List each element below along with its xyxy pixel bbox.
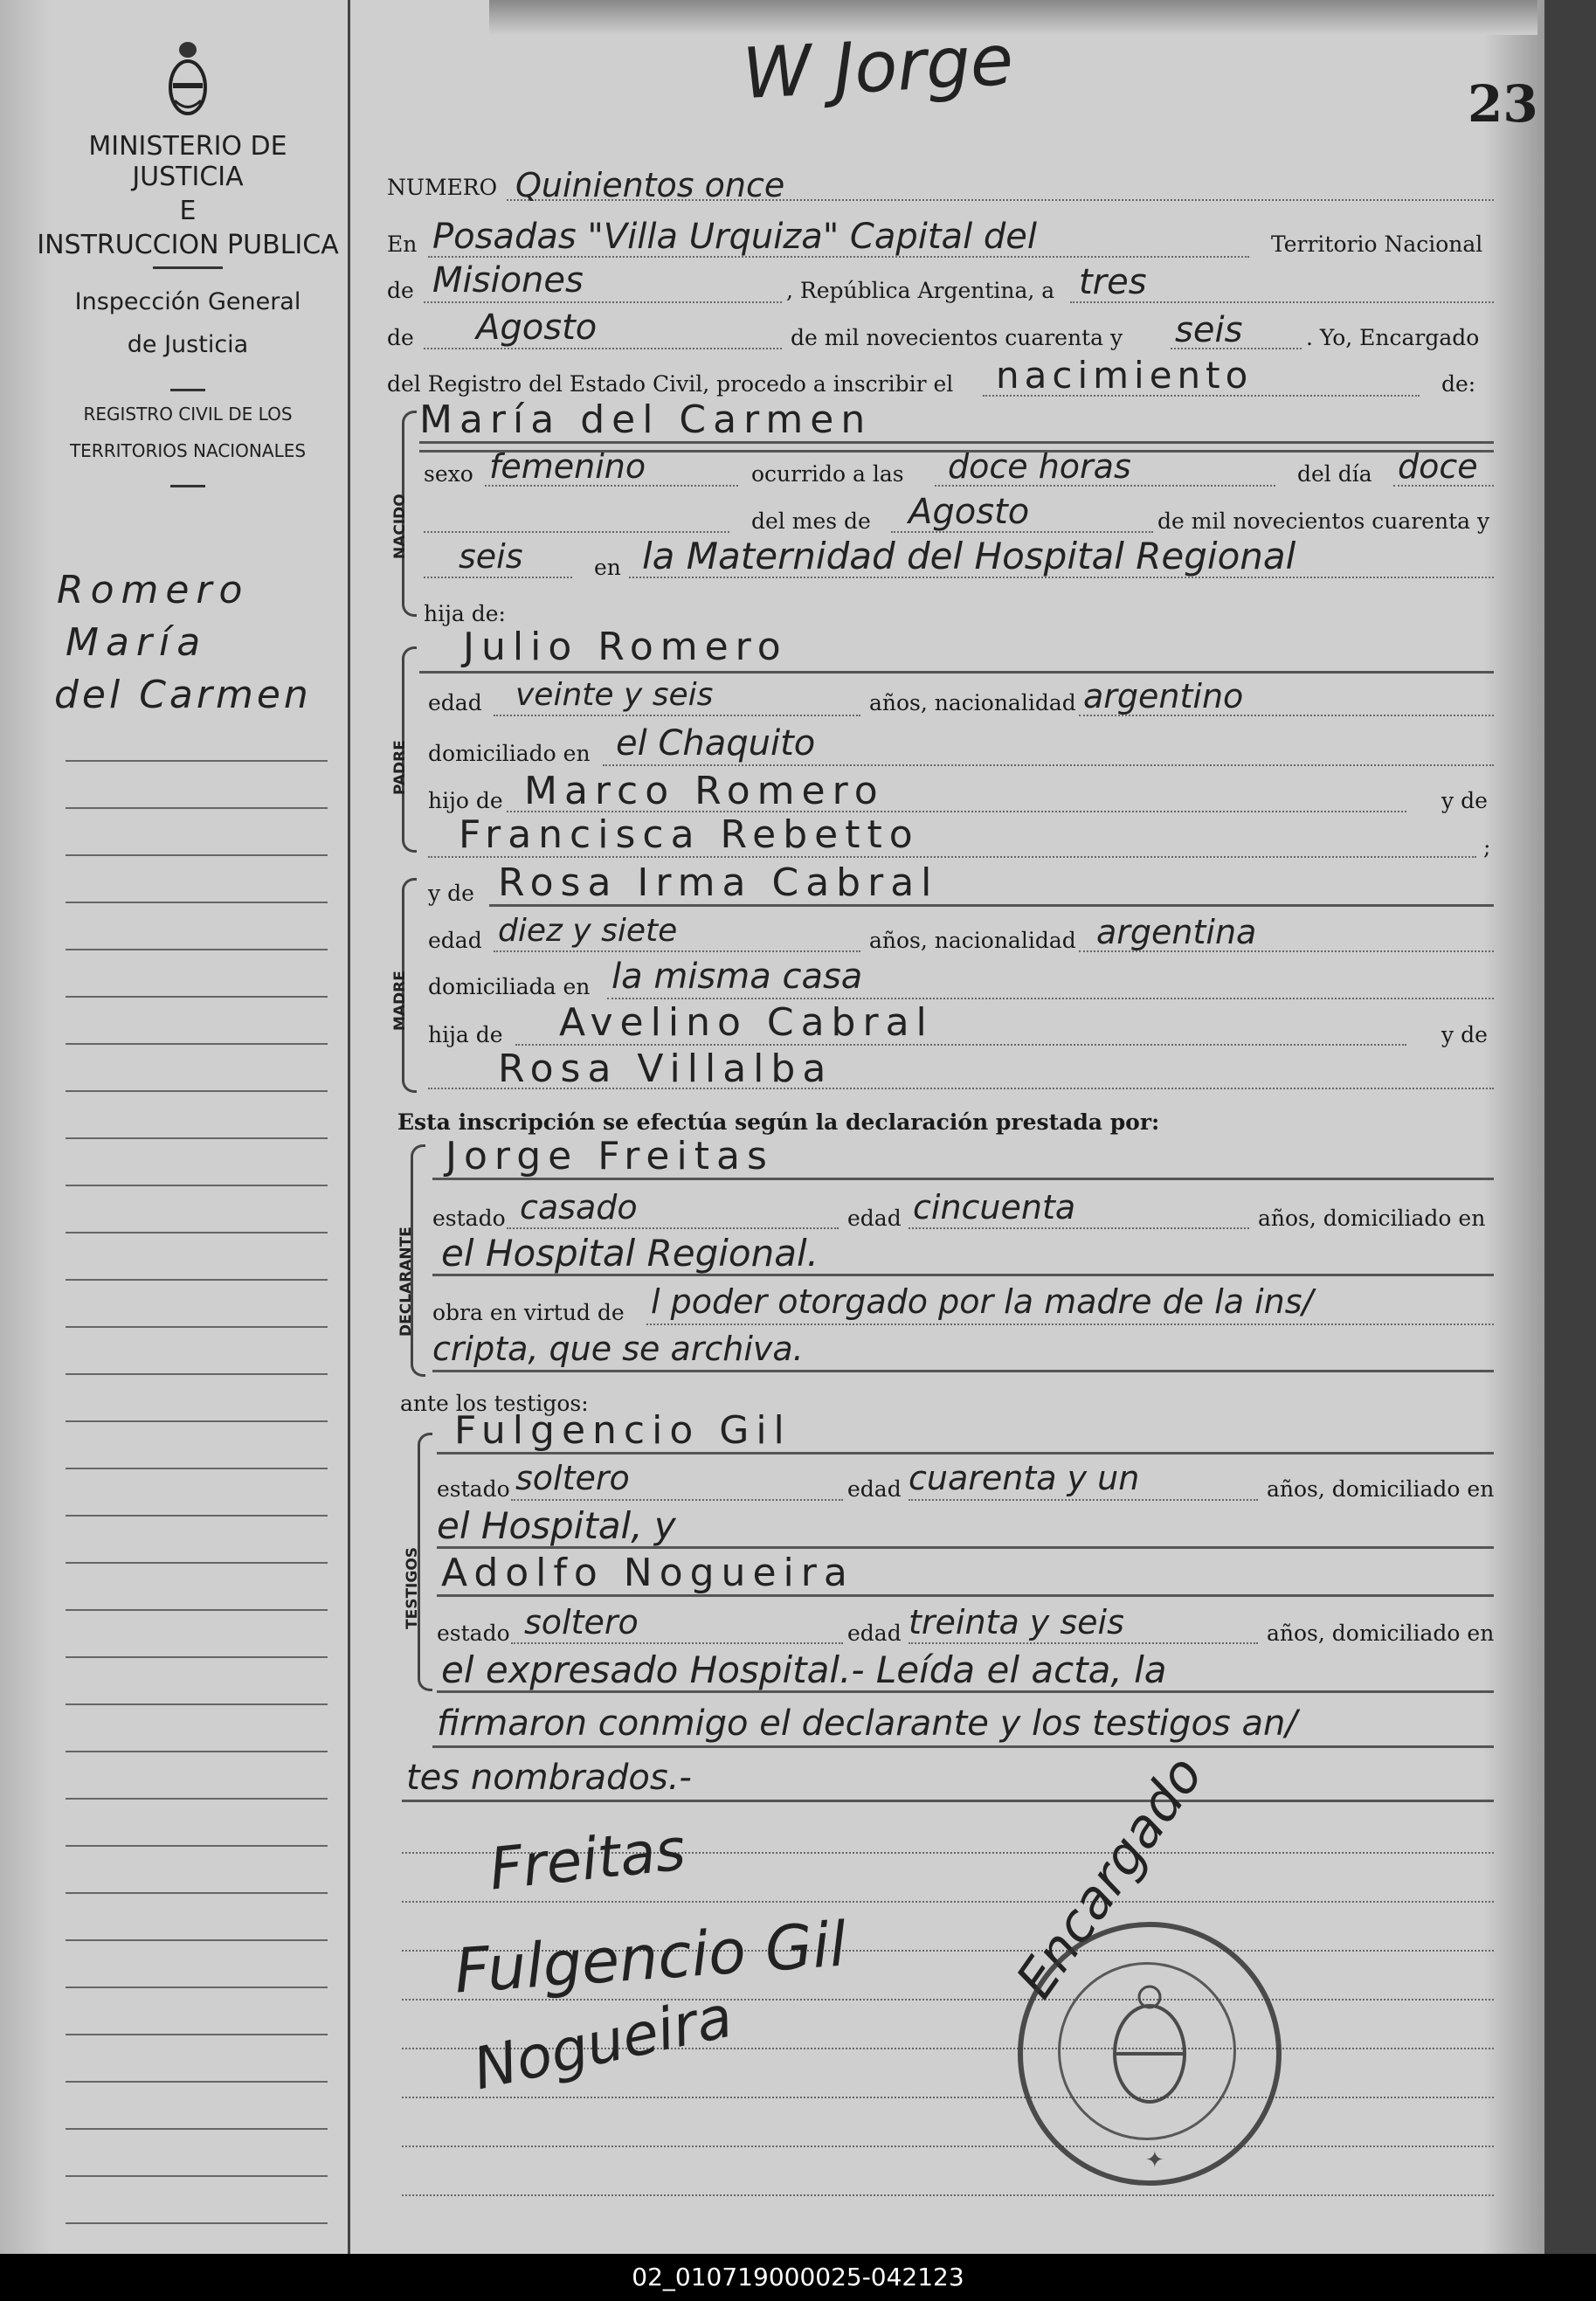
margin-rule bbox=[66, 1137, 328, 1139]
testigos-label: ante los testigos: bbox=[400, 1391, 589, 1416]
declarante-edad-line bbox=[909, 1227, 1249, 1229]
testigo1-nombre: Fulgencio Gil bbox=[454, 1408, 791, 1453]
margin-rule bbox=[66, 1609, 328, 1611]
anio-nac-line bbox=[424, 577, 572, 578]
declarante-estado-value: casado bbox=[520, 1188, 638, 1227]
padre-nacionalidad-label: años, nacionalidad bbox=[869, 690, 1076, 715]
madre-padre-nombre: Avelino Cabral bbox=[559, 1000, 934, 1045]
madre-nacionalidad-label: años, nacionalidad bbox=[869, 928, 1076, 953]
madre-domicilio-label: domiciliada en bbox=[428, 974, 591, 999]
padre-y-de-label: y de bbox=[1441, 788, 1488, 813]
anio-nac-value: seis bbox=[459, 537, 523, 576]
margin-divider-line bbox=[348, 0, 350, 2254]
margin-rule bbox=[66, 1326, 328, 1328]
header-divider bbox=[153, 266, 223, 269]
margin-rule bbox=[66, 1751, 328, 1752]
signature-testigo-2: Nogueira bbox=[467, 1982, 738, 2104]
seal-emblem-icon bbox=[1023, 1927, 1276, 2180]
declarante-nombre: Jorge Freitas bbox=[446, 1134, 774, 1178]
testigo2-domicilio-value: el expresado Hospital.- Leída el acta, la bbox=[441, 1648, 1167, 1691]
padre-domicilio-label: domiciliado en bbox=[428, 741, 591, 766]
hijo-label: hija de: bbox=[424, 601, 506, 626]
svg-text:✦: ✦ bbox=[1145, 2147, 1164, 2173]
de2-label: de bbox=[387, 325, 414, 350]
mil-nac-label: de mil novecientos cuarenta y bbox=[1157, 508, 1490, 534]
header-divider-3 bbox=[170, 485, 205, 487]
madre-edad-line bbox=[494, 950, 860, 952]
madre-madre-nombre: Rosa Villalba bbox=[498, 1047, 833, 1091]
testigo2-domicilio-label: años, domiciliado en bbox=[1267, 1620, 1495, 1646]
mil-label: de mil novecientos cuarenta y bbox=[791, 325, 1123, 350]
madre-nacionalidad-value: argentina bbox=[1096, 913, 1257, 951]
signature-declarante: Freitas bbox=[486, 1815, 689, 1904]
ministry-line1: MINISTERIO DE JUSTICIA bbox=[88, 131, 287, 192]
madre-nombre: Rosa Irma Cabral bbox=[498, 860, 939, 905]
declarante-estado-line bbox=[507, 1227, 839, 1229]
declarante-obra-label: obra en virtud de bbox=[432, 1300, 625, 1325]
margin-rule bbox=[66, 1987, 328, 1988]
nacido-section-label: NACIDO bbox=[391, 494, 409, 559]
margin-rule bbox=[66, 1515, 328, 1517]
testigo2-edad-value: treinta y seis bbox=[909, 1603, 1124, 1641]
margin-rule bbox=[66, 1845, 328, 1847]
madre-section-label: MADRE bbox=[391, 971, 409, 1031]
margin-rule bbox=[66, 1939, 328, 1941]
page-top-shadow bbox=[489, 0, 1537, 35]
padre-nombre-line bbox=[419, 671, 1494, 674]
ministry-title bbox=[35, 131, 341, 260]
margin-rule bbox=[66, 760, 328, 762]
madre-hija-de-label: hija de bbox=[428, 1022, 503, 1047]
footer-image-id: 02_010719000025-042123 bbox=[0, 2254, 1596, 2301]
numero-value: Quinientos once bbox=[515, 166, 785, 204]
margin-rule bbox=[66, 2034, 328, 2035]
margin-rule bbox=[66, 902, 328, 903]
padre-edad-label: edad bbox=[428, 690, 482, 715]
margin-rule bbox=[66, 949, 328, 950]
margin-rule bbox=[66, 1798, 328, 1800]
declarante-nombre-line bbox=[432, 1178, 1494, 1180]
testigo2-nombre: Adolfo Nogueira bbox=[441, 1551, 854, 1595]
acto-value: nacimiento bbox=[996, 354, 1254, 397]
margin-rule bbox=[66, 1468, 328, 1469]
numero-label: NUMERO bbox=[387, 175, 498, 200]
margin-rule bbox=[66, 2081, 328, 2083]
testigo1-edad-line bbox=[909, 1499, 1258, 1501]
declarante-domicilio-value: el Hospital Regional. bbox=[441, 1232, 819, 1275]
margin-rule bbox=[66, 807, 328, 809]
margin-rule bbox=[66, 1420, 328, 1422]
registro-label: del Registro del Estado Civil, procedo a inscribir el bbox=[387, 371, 954, 397]
margin-rule bbox=[66, 1185, 328, 1186]
padre-edad-value: veinte y seis bbox=[515, 677, 714, 713]
hora-value: doce horas bbox=[948, 447, 1131, 486]
book-binding-edge bbox=[1544, 0, 1596, 2254]
declarante-obra-value: l poder otorgado por la madre de la ins/ bbox=[651, 1282, 1314, 1321]
sexo-value: femenino bbox=[489, 447, 646, 486]
margin-rule bbox=[66, 1279, 328, 1281]
testigo2-estado-label: estado bbox=[437, 1620, 510, 1646]
page-number: 23 bbox=[1468, 74, 1538, 134]
testigo1-domicilio-label: años, domiciliado en bbox=[1267, 1476, 1495, 1502]
testigo2-edad-line bbox=[909, 1642, 1258, 1644]
declarante-domicilio-label: años, domiciliado en bbox=[1258, 1206, 1486, 1231]
declarante-section-label: DECLARANTE bbox=[397, 1227, 415, 1337]
padre-domicilio-value: el Chaquito bbox=[616, 723, 816, 764]
margin-rule bbox=[66, 996, 328, 998]
mes-value: Agosto bbox=[476, 307, 598, 348]
padre-edad-line bbox=[494, 715, 860, 716]
padre-nombre: Julio Romero bbox=[463, 625, 788, 669]
madre-domicilio-line bbox=[607, 998, 1494, 999]
registry-title bbox=[35, 404, 341, 461]
de-line bbox=[424, 301, 782, 303]
declaracion-label: Esta inscripción se efectúa según la declaración prestada por: bbox=[397, 1109, 1160, 1135]
top-signature: W Jorge bbox=[740, 18, 1016, 115]
padre-semicolon: ; bbox=[1483, 834, 1491, 860]
ministry-line3: INSTRUCCION PUBLICA bbox=[37, 230, 339, 260]
lugar-value: la Maternidad del Hospital Regional bbox=[642, 535, 1296, 577]
margin-rule bbox=[66, 1090, 328, 1092]
margin-rule bbox=[66, 1043, 328, 1045]
anio-value: seis bbox=[1175, 310, 1243, 350]
republica-label: , República Argentina, a bbox=[786, 278, 1055, 303]
testigos-section-label: TESTIGOS bbox=[404, 1546, 421, 1629]
en-nac-label: en bbox=[594, 555, 621, 580]
padre-domicilio-line bbox=[603, 764, 1494, 766]
margin-rule bbox=[66, 1703, 328, 1705]
inspection-line2: de Justicia bbox=[127, 331, 249, 358]
signature-rule bbox=[402, 2194, 1494, 2196]
padre-section-label: PADRE bbox=[391, 740, 409, 795]
yo-label: . Yo, Encargado bbox=[1306, 325, 1480, 350]
nacido-nombre-line bbox=[419, 441, 1494, 444]
testigo2-estado-value: soltero bbox=[524, 1603, 639, 1641]
mes-nac-value: Agosto bbox=[909, 492, 1030, 532]
signature-rule bbox=[402, 2146, 1494, 2147]
margin-rule bbox=[66, 2222, 328, 2224]
cierre-text-2: tes nombrados.- bbox=[406, 1758, 692, 1798]
registry-line2: TERRITORIOS NACIONALES bbox=[69, 440, 307, 461]
signature-rule bbox=[402, 1901, 1494, 1903]
coat-of-arms-icon bbox=[166, 39, 210, 118]
margin-rule bbox=[66, 2128, 328, 2130]
declarante-edad-value: cincuenta bbox=[913, 1188, 1076, 1227]
declarante-obra-line bbox=[646, 1323, 1494, 1325]
cierre-text-1: firmaron conmigo el declarante y los testigos an/ bbox=[437, 1703, 1297, 1744]
testigo1-estado-value: soltero bbox=[515, 1459, 630, 1497]
testigo1-estado-line bbox=[511, 1499, 843, 1501]
signature-testigo-1: Fulgencio Gil bbox=[452, 1908, 849, 2007]
de3-label: de: bbox=[1441, 371, 1476, 397]
margin-rule bbox=[66, 1232, 328, 1233]
margin-rule bbox=[66, 2175, 328, 2177]
madre-y-de-label2: y de bbox=[1441, 1022, 1488, 1047]
madre-y-de-label: y de bbox=[428, 881, 474, 906]
dia-nac-value: doce bbox=[1398, 447, 1478, 486]
margin-second-name: del Carmen bbox=[54, 673, 312, 717]
margin-surname: Romero bbox=[57, 568, 250, 612]
ministry-line2: E bbox=[179, 196, 197, 226]
de-value: Misiones bbox=[432, 260, 584, 301]
declarante-estado-label: estado bbox=[432, 1206, 506, 1231]
testigo1-edad-value: cuarenta y un bbox=[909, 1459, 1140, 1497]
en-label: En bbox=[387, 231, 418, 257]
mes-line bbox=[424, 348, 782, 349]
cierre-line-2 bbox=[402, 1800, 1494, 1802]
signature-encargado: Encargado bbox=[1005, 1745, 1215, 2010]
testigo2-estado-line bbox=[511, 1642, 843, 1644]
signature-rule bbox=[402, 2097, 1494, 2098]
header-divider-2 bbox=[170, 389, 205, 391]
del-dia-label: del día bbox=[1297, 461, 1372, 487]
margin-rule bbox=[66, 1373, 328, 1375]
de-label: de bbox=[387, 278, 414, 303]
testigo2-nombre-line bbox=[437, 1594, 1494, 1597]
testigo1-nombre-line bbox=[437, 1452, 1494, 1455]
testigo2-edad-label: edad bbox=[847, 1620, 902, 1646]
sexo-label: sexo bbox=[424, 461, 473, 487]
padre-madre-nombre: Francisca Rebetto bbox=[459, 812, 920, 857]
margin-rule bbox=[66, 1892, 328, 1894]
declarante-obra-line-2 bbox=[432, 1370, 1494, 1372]
inspection-title bbox=[35, 288, 341, 358]
declarante-obra-value-2: cripta, que se archiva. bbox=[432, 1330, 804, 1368]
inspection-line1: Inspección General bbox=[74, 288, 301, 315]
del-mes-label: del mes de bbox=[751, 508, 871, 534]
registry-line1: REGISTRO CIVIL DE LOS bbox=[83, 404, 293, 425]
madre-domicilio-value: la misma casa bbox=[611, 957, 863, 997]
margin-rule bbox=[66, 854, 328, 856]
padre-nacionalidad-value: argentino bbox=[1083, 677, 1244, 715]
declarante-edad-label: edad bbox=[847, 1206, 902, 1231]
margin-rule bbox=[66, 1656, 328, 1658]
testigo1-edad-label: edad bbox=[847, 1476, 902, 1502]
nacido-blank-line bbox=[424, 531, 729, 533]
cierre-line-1 bbox=[432, 1745, 1494, 1748]
testigo1-domicilio-value: el Hospital, y bbox=[437, 1504, 676, 1547]
margin-rule bbox=[66, 1562, 328, 1564]
testigo1-estado-label: estado bbox=[437, 1476, 510, 1502]
territorio-label: Territorio Nacional bbox=[1271, 231, 1483, 257]
nacido-nombre: María del Carmen bbox=[419, 397, 873, 442]
ocurrido-label: ocurrido a las bbox=[751, 461, 904, 487]
madre-edad-label: edad bbox=[428, 928, 482, 953]
madre-edad-value: diez y siete bbox=[498, 913, 678, 949]
margin-first-name: María bbox=[66, 620, 208, 665]
padre-padre-nombre: Marco Romero bbox=[524, 769, 885, 813]
official-seal bbox=[1018, 1922, 1282, 2186]
padre-hijo-de-label: hijo de bbox=[428, 788, 503, 813]
dia-value: tres bbox=[1079, 262, 1147, 302]
en-value: Posadas "Villa Urquiza" Capital del bbox=[432, 217, 1038, 257]
